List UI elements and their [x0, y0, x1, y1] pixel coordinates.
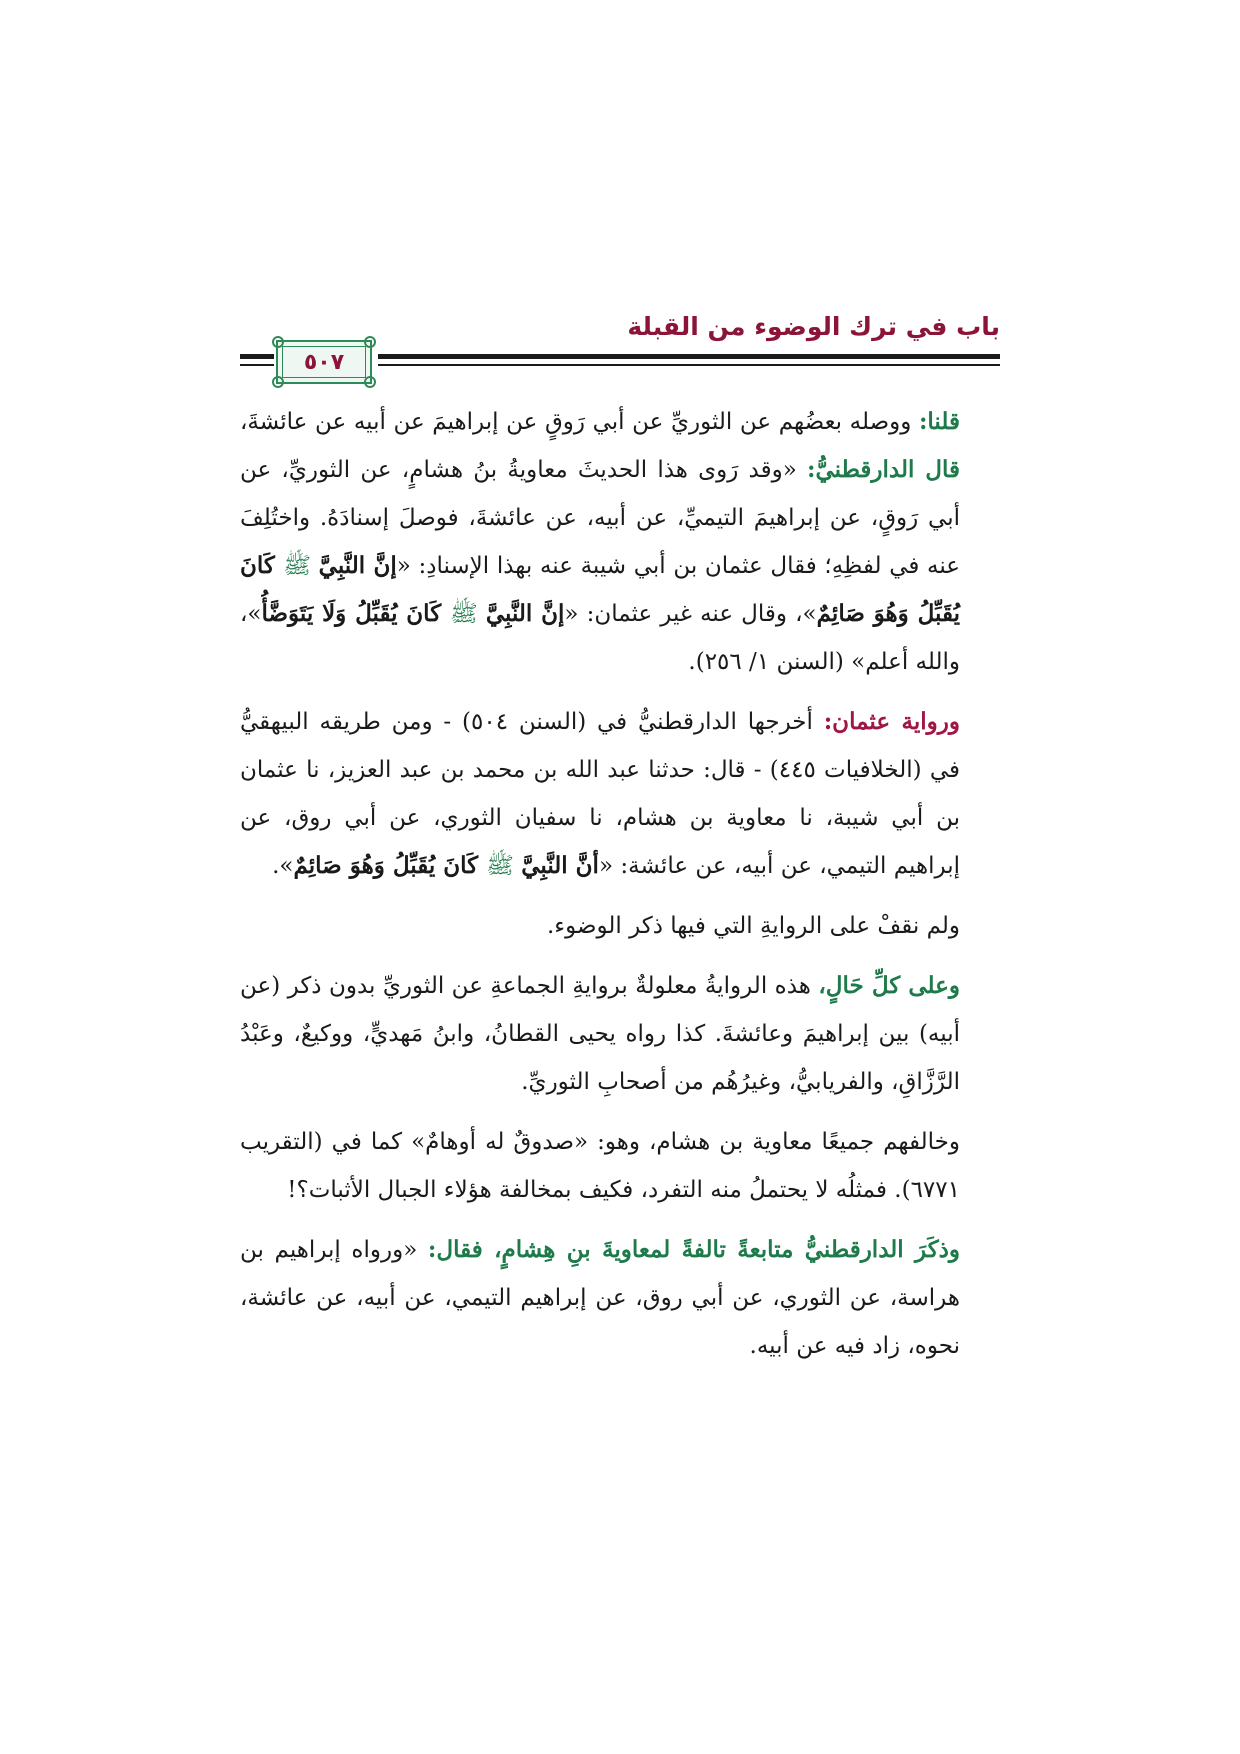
- hadith-text: أنَّ النَّبِيَّ: [521, 852, 599, 879]
- ornament-corner-icon: [364, 336, 376, 348]
- text-span: ».: [272, 853, 294, 879]
- chapter-title: باب في ترك الوضوء من القبلة: [627, 312, 1000, 341]
- hadith-text: إنَّ النَّبِيَّ: [485, 600, 565, 627]
- hadith-text: كَانَ يُقَبِّلُ وَهُوَ صَائِمٌ: [293, 852, 487, 879]
- salutation-icon: ﷺ: [449, 601, 478, 627]
- label-ala-kulli-hal: وعلى كلِّ حَالٍ،: [818, 972, 960, 999]
- paragraph-2: [240, 698, 1000, 890]
- label-riwaya-uthman: ورواية عثمان:: [823, 708, 960, 735]
- hadith-text: إنَّ النَّبِيَّ: [318, 552, 397, 579]
- text-span: وخالفهم جميعًا معاوية بن هشام، وهو: «صدوقٌ له أوهامٌ» كما في (التقريب ٦٧٧١). فمثلُه لا يحتملُ منه التفرد، فكيف بمخالفة هؤلاء الجبال الأثبات؟!: [240, 1129, 960, 1203]
- text-span: »، وقال عنه غير عثمان: «: [564, 601, 817, 627]
- text-span: «ورواه إبراهيم بن هراسة، عن الثوري، عن أبي روق، عن إبراهيم التيمي، عن أبيه، عن عائشة، نحوه، زاد فيه عن أبيه.: [240, 1237, 960, 1359]
- text-span: ولم نقفْ على الروايةِ التي فيها ذكر الوضوء.: [546, 913, 960, 939]
- ornament-corner-icon: [272, 376, 284, 388]
- salutation-icon: ﷺ: [283, 553, 311, 579]
- paragraph-6: [240, 1226, 1000, 1370]
- paragraph-4: [240, 962, 1000, 1106]
- label-daraqutni: قال الدارقطنيُّ:: [806, 456, 960, 483]
- text-span: »، والله أعلم» (السنن ١/ ٢٥٦).: [240, 601, 960, 675]
- text-span: ووصله بعضُهم عن الثوريِّ عن أبي رَوقٍ عن إبراهيمَ عن أبيه عن عائشةَ،: [240, 409, 919, 435]
- label-dhakara-daraqutni: وذكَرَ الدارقطنيُّ متابعةً تالفةً لمعاويةَ بنِ هِشامٍ، فقال:: [427, 1236, 960, 1263]
- header-rule-right-thin: [378, 364, 1000, 366]
- ornament-corner-icon: [364, 376, 376, 388]
- header-rule-left-thick: [240, 354, 274, 359]
- text-span: «وقد رَوى هذا الحديثَ معاويةُ بنُ هشامٍ، عن الثوريِّ، عن أبي رَوقٍ، عن إبراهيمَ التيميِّ، عن أبيه، عن عائشةَ، فوصلَ إسنادَهُ. واختُلِفَ عنه في لفظِهِ؛ فقال عثمان بن أبي شيبة عنه بهذا الإسنادِ: «: [240, 457, 961, 579]
- ornament-corner-icon: [272, 336, 284, 348]
- header-rule-left-thin: [240, 364, 274, 366]
- header-rule-right-thick: [378, 354, 1000, 359]
- salutation-icon: ﷺ: [486, 853, 514, 879]
- paragraph-1: [240, 398, 1000, 686]
- page-number: ٥٠٧: [303, 349, 345, 375]
- hadith-text: كَانَ يُقَبِّلُ وَهُوَ صَائِمٌ: [240, 552, 960, 627]
- label-qulna: قلنا:: [918, 408, 960, 435]
- page-number-frame: [276, 340, 372, 384]
- paragraph-3: [240, 902, 1000, 950]
- body-text: [240, 398, 1000, 1382]
- paragraph-5: [240, 1118, 1000, 1214]
- text-span: أخرجها الدارقطنيُّ في (السنن ٥٠٤) - ومن طريقه البيهقيُّ في (الخلافيات ٤٤٥) - قال: حدثنا عبد الله بن محمد بن عبد العزيز، نا عثمان بن أبي شيبة، نا معاوية بن هشام، نا سفيان الثوري، عن أبي روق، عن إبراهيم التيمي، عن أبيه، عن عائشة: «: [240, 709, 960, 879]
- text-span: هذه الروايةُ معلولةٌ بروايةِ الجماعةِ عن الثوريِّ بدون ذكر (عن أبيه) بين إبراهيمَ وعائشةَ. كذا رواه يحيى القطانُ، وابنُ مَهديٍّ، ووكيعٌ، وعَبْدُ الرَّزَّاقِ، والفريابيُّ، وغيرُهُم من أصحابِ الثوريِّ.: [240, 973, 960, 1095]
- hadith-text: كَانَ يُقَبِّلُ وَلَا يَتَوَضَّأُ: [261, 600, 450, 627]
